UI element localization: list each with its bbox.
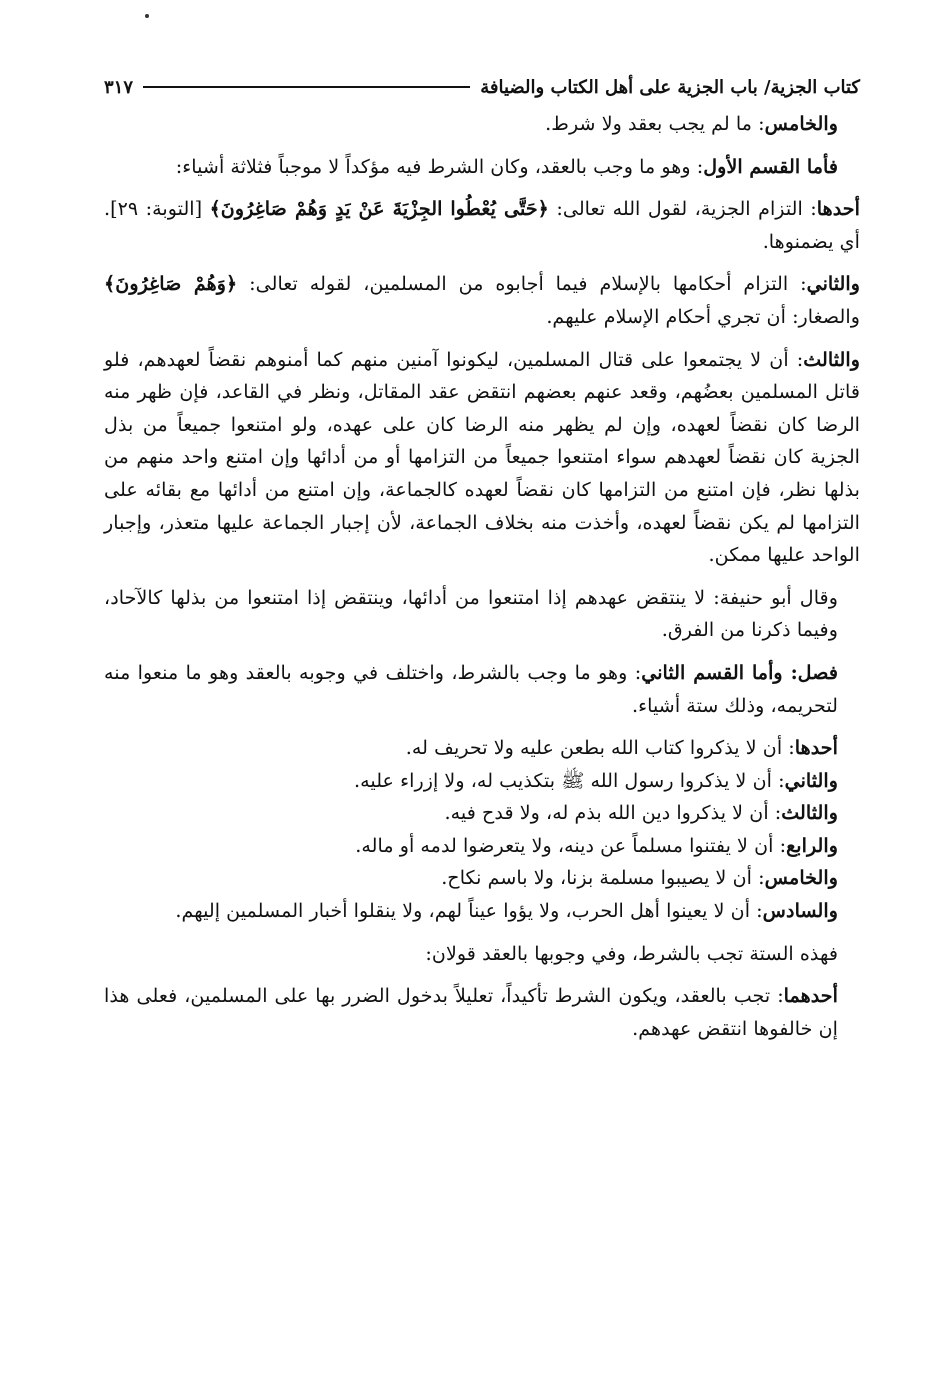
quran-verse: ﴿وَهُمْ صَاغِرُونَ﴾ — [104, 272, 238, 296]
header-title: كتاب الجزية/ باب الجزية على أهل الكتاب والضيافة — [480, 76, 860, 98]
paragraph-text-after: [التوبة: ٢٩]. أي يضمنوها. — [104, 197, 860, 253]
paragraph-lead: أحدها — [794, 736, 838, 760]
paragraph-text: : وهو ما وجب بالشرط، واختلف في وجوبه بالعقد وهو ما منعوا منه لتحريمه، وذلك ستة أشياء. — [104, 660, 838, 717]
paragraph-text: : أن لا يجتمعوا على قتال المسلمين، ليكونوا آمنين منهم كما أمنوهم نقضاً لعهدهم، فلو قاتل المسلمين بعضُهم، وقعد عنهم بعضهم انتقض عقد المقاتل، ونظر في القاعد، فإن ظهر منه الرضا كان نقضاً لعهده، وإن لم يظهر منه الرضا كان على عهده، ولو امتنعوا جميعاً من بذل الجزية كان نقضاً لعهدهم سواء امتنعوا جميعاً من التزامها أو من أدائها وإن امتنع واحد منهم من بذلها نظر، فإن امتنع من التزامها كان نقضاً لعهده كالجماعة، وإن امتنع من أدائها مع بقائه على التزامها لم يكن نقضاً لعهده، وأخذت منه بخلاف الجماعة، لأن إجبار الجماعة عليها متعذر، وإجبار الواحد عليها ممكن. — [104, 347, 860, 567]
paragraph-lead: والرابع — [786, 833, 838, 857]
paragraph-text: : أن لا يفتنوا مسلماً عن دينه، ولا يتعرضوا لدمه أو ماله. — [355, 833, 787, 857]
paragraph — [104, 582, 860, 647]
paragraph — [104, 344, 860, 572]
paragraph — [104, 938, 860, 971]
paragraph-lead: فصل: وأما القسم الثاني — [641, 660, 838, 684]
paragraph — [104, 268, 860, 333]
page-number: ٣١٧ — [104, 76, 134, 98]
paragraph-text: وقال أبو حنيفة: لا ينتقض عهدهم إذا امتنعوا من أدائها، وينتقض إذا امتنعوا من بذلها كالآحاد، وفيما ذكرنا من الفرق. — [104, 585, 838, 642]
paragraph-text: : تجب بالعقد، ويكون الشرط تأكيداً، تعليلاً بدخول الضرر بها على المسلمين، فعلى هذا إن خالفوها انتقض عهدهم. — [104, 984, 838, 1040]
paragraph-lead: فأما القسم الأول — [703, 154, 838, 178]
paragraph-text: : وهو ما وجب بالعقد، وكان الشرط فيه مؤكداً لا موجباً فثلاثة أشياء: — [175, 154, 704, 178]
paragraph — [104, 108, 860, 141]
paragraph-text-after: والصغار: أن تجري أحكام الإسلام عليهم. — [546, 304, 860, 328]
paragraph-text: : أن لا يذكروا كتاب الله بطعن عليه ولا تحريف له. — [405, 736, 795, 760]
paragraph-text: : أن لا يذكروا دين الله بذم له، ولا قدح فيه. — [444, 801, 782, 825]
paragraph-lead: والخامس — [764, 112, 838, 135]
paragraph-text: : التزام الجزية، لقول الله تعالى: — [556, 197, 817, 221]
paragraph — [104, 797, 860, 830]
quran-verse: ﴿حَتَّى يُعْطُوا الجِزْيَةَ عَنْ يَدٍ وَهُمْ صَاغِرُونَ﴾ — [209, 197, 549, 221]
paragraph-lead: والثالث — [781, 801, 838, 825]
paragraph — [104, 895, 860, 928]
paragraph-text: : أن لا يصيبوا مسلمة بزنا، ولا باسم نكاح. — [441, 866, 765, 890]
paragraph — [104, 732, 860, 765]
paragraph-lead: والثاني — [806, 272, 860, 296]
paragraph-text: : ما لم يجب بعقد ولا شرط. — [545, 112, 765, 135]
running-header — [104, 70, 860, 104]
paragraph-lead: والثالث — [803, 347, 860, 371]
paragraph — [104, 830, 860, 863]
paragraph-text: : أن لا يذكروا رسول الله ﷺ بتكذيب له، ولا إزراء عليه. — [354, 768, 785, 792]
paragraph-text: فهذه الستة تجب بالشرط، وفي وجوبها بالعقد قولان: — [425, 941, 838, 965]
paragraph-text: : أن لا يعينوا أهل الحرب، ولا يؤوا عيناً لهم، ولا ينقلوا أخبار المسلمين إليهم. — [175, 899, 763, 923]
document-page — [104, 70, 860, 1055]
paragraph — [104, 193, 860, 258]
speck — [145, 14, 149, 18]
paragraph — [104, 980, 860, 1045]
paragraph — [104, 657, 860, 722]
paragraph — [104, 862, 860, 895]
paragraph-lead: أحدهما — [783, 984, 838, 1008]
paragraph-lead: والخامس — [764, 866, 838, 890]
paragraph — [104, 765, 860, 798]
header-rule — [143, 86, 470, 88]
page-body — [104, 108, 860, 1045]
paragraph-lead: والسادس — [762, 899, 838, 923]
paragraph-text: : التزام أحكامها بالإسلام فيما أجابوه من المسلمين، لقوله تعالى: — [249, 272, 807, 296]
paragraph-lead: أحدها — [816, 197, 860, 221]
paragraph-lead: والثاني — [784, 768, 838, 792]
paragraph — [104, 151, 860, 184]
